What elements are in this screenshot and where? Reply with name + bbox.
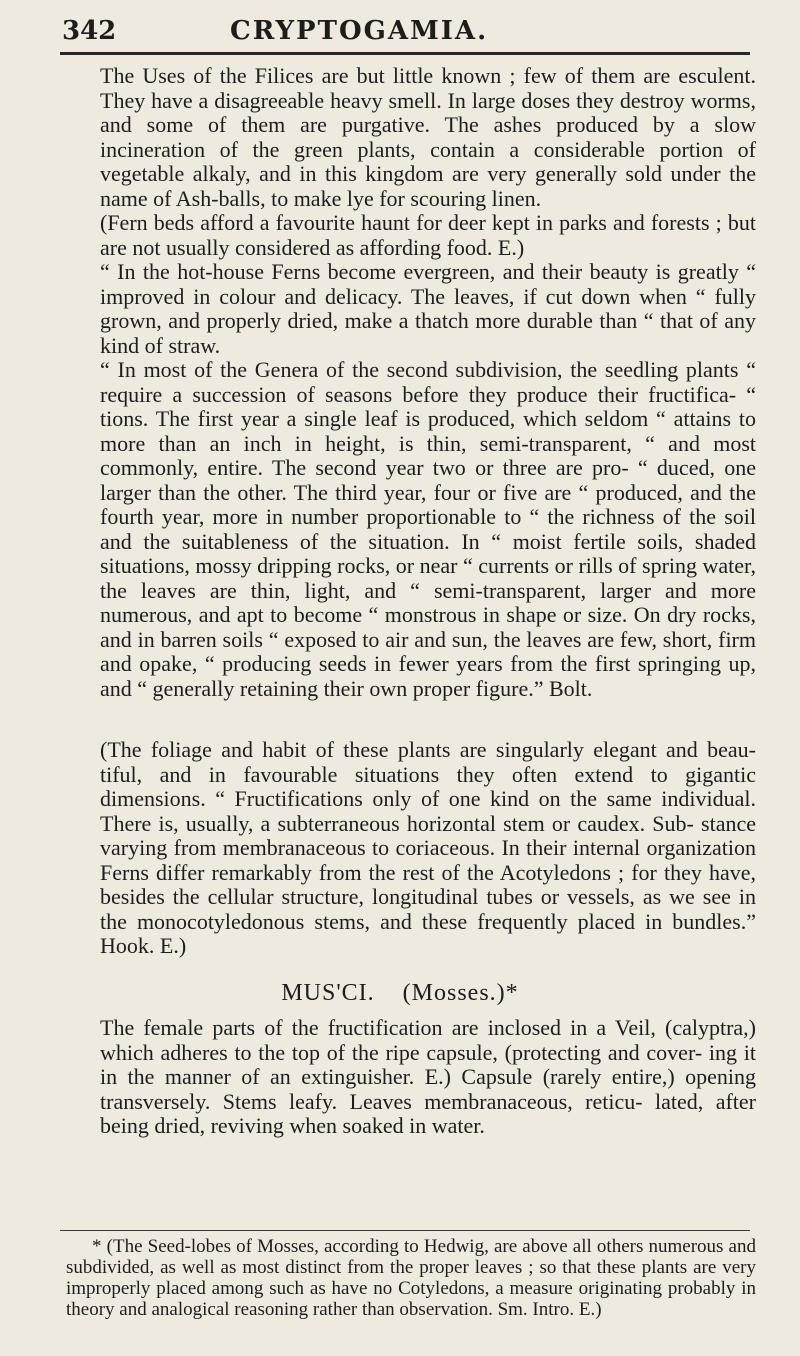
paragraph-fern-beds: (Fern beds afford a favourite haunt for deer kept in parks and forests ; but are not usually considered as affording food. E.): [100, 210, 756, 260]
section-subtitle: (Mosses.)*: [402, 980, 519, 1006]
header-rule: [60, 52, 750, 55]
paragraph-foliage: (The foliage and habit of these plants are singularly elegant and beau- tiful, and in favourable situations they often extend to gigantic dimensions. “ Fructifications only of one kind on the same individual. There is, usually, a subterraneous horizontal stem or caudex. Sub- stance varying from membranaceous to coriaceous. In their internal organization Ferns differ remarkably from the rest of the Acotyledons ; for they have, besides the cellular structure, longitudinal tubes or vessels, as we see in the monocotyledonous stems, and these frequently placed in bundles.” Hook. E.): [100, 737, 756, 958]
section-heading: [0, 980, 800, 1007]
paragraph-genera: “ In most of the Genera of the second subdivision, the seedling plants “ require a succession of seasons before they produce their fructifica- “ tions. The first year a single leaf is produced, which seldom “ attains to more than an inch in height, is thin, semi-transparent, “ and most commonly, entire. The second year two or three are pro- “ duced, one larger than the other. The third year, four or five are “ produced, and the fourth year, more in number proportionable to “ the richness of the soil and the suitableness of the situation. In “ moist fertile soils, shaded situations, mossy dripping rocks, or near “ currents or rills of spring water, the leaves are thin, light, and “ semi-transparent, larger and more numerous, and apt to become “ monstrous in shape or size. On dry rocks, and in barren soils “ exposed to air and sun, the leaves are few, short, firm and opake, “ producing seeds in fewer years from the first springing up, and “ generally retaining their own proper figure.” Bolt.: [100, 357, 756, 701]
running-title: CRYPTOGAMIA.: [230, 16, 489, 46]
footnote-rule: [60, 1230, 750, 1231]
footnote: * (The Seed-lobes of Mosses, according to Hedwig, are above all others numerous and subdivided, as well as most distinct from the proper leaves ; so that these plants are very improperly placed among such as have no Cotyledons, a measure originating probably in theory and analogical reasoning rather than observation. Sm. Intro. E.): [66, 1236, 756, 1320]
page-header: [60, 12, 760, 48]
paragraph-musci: The female parts of the fructification are inclosed in a Veil, (calyptra,) which adheres to the top of the ripe capsule, (protecting and cover- ing it in the manner of an extinguisher. E.) Capsule (rarely entire,) opening transversely. Stems leafy. Leaves membranaceous, reticu- lated, after being dried, reviving when soaked in water.: [100, 1015, 756, 1138]
paragraph-hot-house: “ In the hot-house Ferns become evergreen, and their beauty is greatly “ improved in colour and delicacy. The leaves, if cut down when “ fully grown, and properly dried, make a thatch more durable than “ that of any kind of straw.: [100, 259, 756, 358]
page-number: 342: [62, 16, 117, 46]
section-title: MUS'CI.: [281, 980, 375, 1006]
paragraph-uses: The Uses of the Filices are but little known ; few of them are esculent. They have a disagreeable heavy smell. In large doses they destroy worms, and some of them are purgative. The ashes produced by a slow incineration of the green plants, contain a considerable portion of vegetable alkaly, and in this kingdom are very generally sold under the name of Ash-balls, to make lye for scouring linen.: [100, 63, 756, 211]
